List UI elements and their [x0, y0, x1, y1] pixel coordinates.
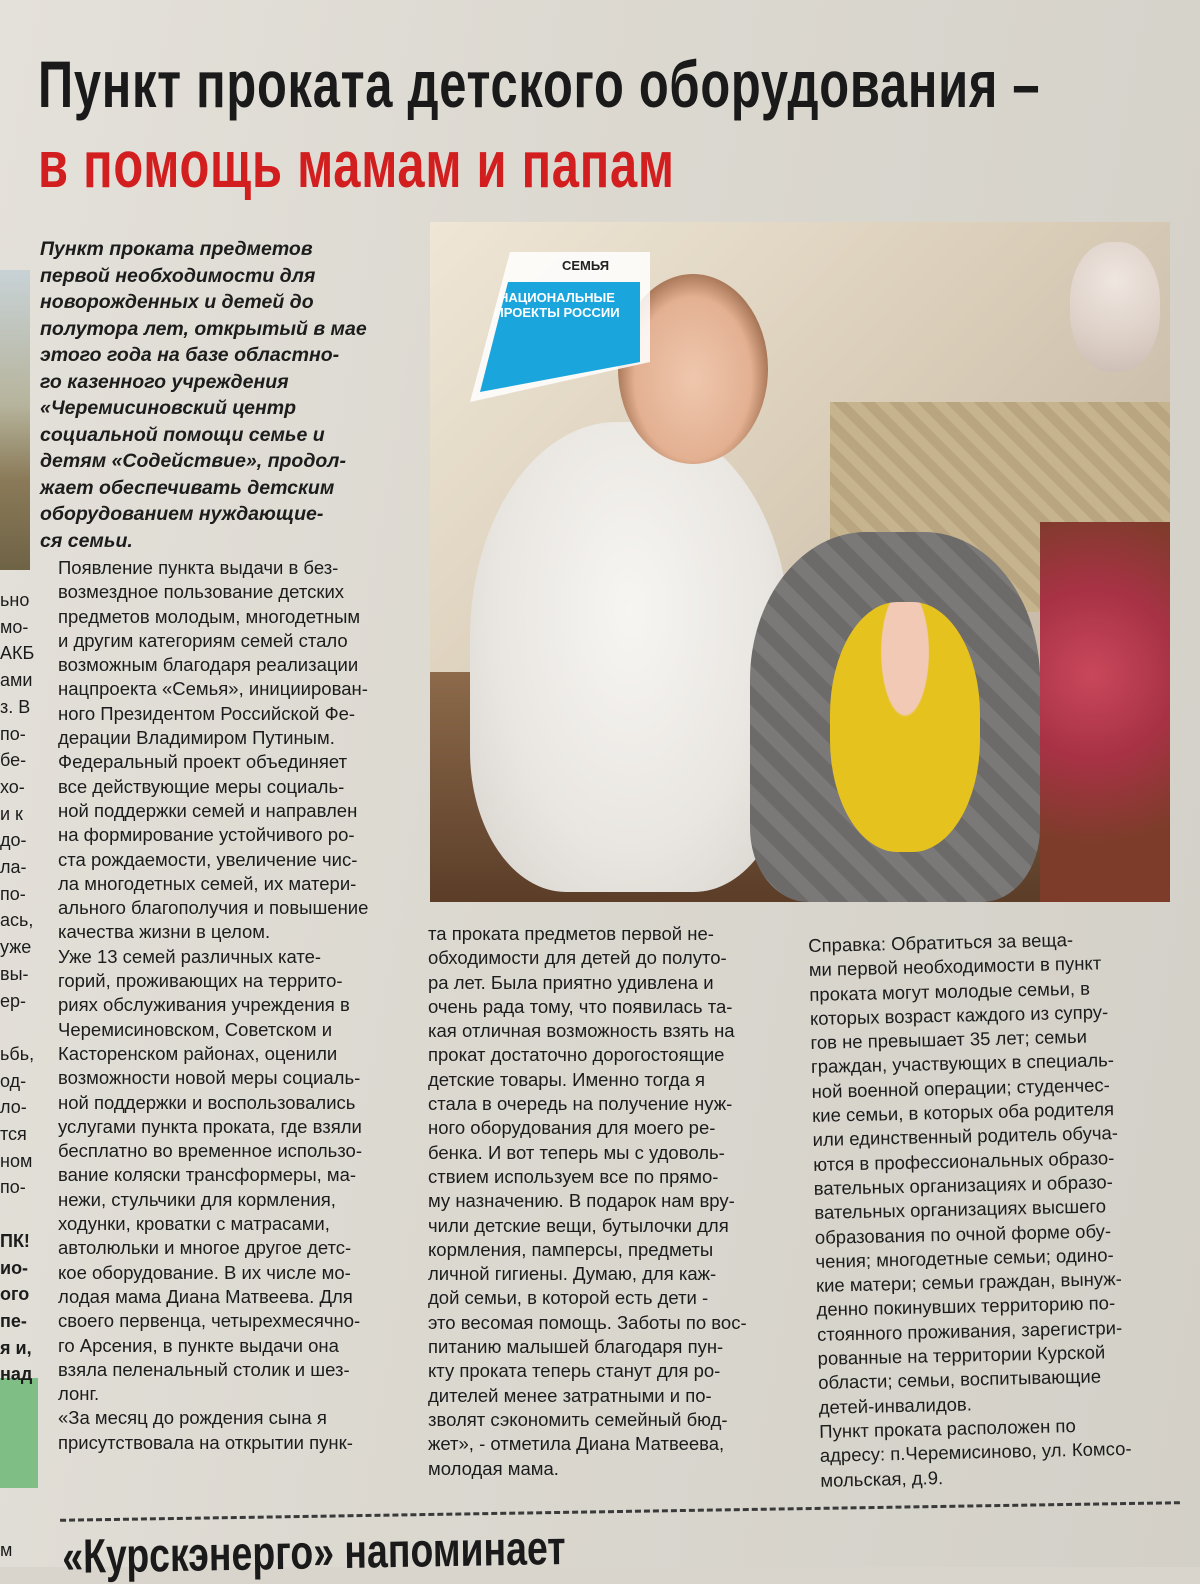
text-line: ной поддержки и воспользовались [58, 1091, 356, 1113]
text-line: жет», - отметила Диана Матвеева, [428, 1433, 725, 1455]
left-text-fragment: по- [0, 1177, 26, 1198]
text-line: ются в профессиональных образо- [812, 1146, 1115, 1175]
lead-line: социальной помощи семье и [40, 423, 325, 446]
text-line: ходунки, кроватки с матрасами, [58, 1213, 330, 1235]
text-line: кое оборудование. В их числе мо- [58, 1261, 351, 1283]
text-line: ста рождаемости, увеличение чис- [58, 848, 358, 870]
text-line: присутствовала на открытии пунк- [58, 1431, 353, 1453]
left-text-fragment: ер- [0, 990, 27, 1011]
text-line: Уже 13 семей различных кате- [58, 945, 322, 967]
text-line: взяла пеленальный столик и шез- [58, 1358, 350, 1380]
text-line: возможности новой меры социаль- [58, 1067, 361, 1089]
text-line: качества жизни в целом. [58, 921, 271, 943]
text-line: вательных организациях высшего [814, 1195, 1107, 1224]
text-line: вание коляски трансформеры, ма- [58, 1164, 357, 1186]
text-line: очень рада тому, что появилась та- [428, 995, 733, 1017]
text-line: ального благополучия и повышение [58, 897, 369, 919]
text-line: проката могут молодые семьи, в [809, 977, 1091, 1005]
text-line: та проката предметов первой не- [428, 923, 714, 944]
section-divider [60, 1501, 1180, 1522]
text-line: горий, проживающих на террито- [58, 970, 343, 992]
left-text-fragment: од- [0, 1070, 27, 1091]
left-text-fragment: ьбь, [0, 1043, 35, 1064]
text-line: области; семьи, воспитывающие [817, 1365, 1102, 1394]
text-line: прокат достаточно дорогостоящие [428, 1044, 725, 1066]
text-line: кая отличная возможность взять на [428, 1020, 735, 1042]
text-line: ра лет. Была приятно удивлена и [428, 971, 714, 993]
left-text-fragment: мо- [0, 616, 29, 637]
left-bottom-fragment: м [0, 1540, 13, 1560]
left-text-fragment: над [0, 1364, 33, 1385]
text-line: граждан, участвующих в специаль- [810, 1049, 1115, 1078]
lead-line: «Черемисиновский центр [40, 397, 297, 419]
text-line: на формирование устойчивого ро- [58, 824, 355, 846]
text-line: услугами пункта проката, где взяли [58, 1115, 362, 1137]
text-line: предметов молодым, многодетным [58, 605, 361, 627]
text-line: денно покинувших территорию по- [816, 1292, 1116, 1321]
article-column-2 [428, 922, 786, 1481]
left-text-fragment: ном [0, 1150, 33, 1171]
text-line: все действующие меры социаль- [58, 775, 345, 797]
left-text-fragment: ио- [0, 1257, 29, 1278]
left-text-fragment: ла- [0, 857, 27, 877]
left-text-fragment: ась, [0, 910, 34, 931]
text-line: стала в очередь на получение нуж- [428, 1093, 733, 1115]
text-line: адресу: п.Черемисиново, ул. Комсо- [819, 1438, 1132, 1467]
left-text-fragment: пе- [0, 1310, 27, 1331]
lead-paragraph [40, 236, 410, 554]
text-line: го Арсения, в пункте выдачи она [58, 1334, 339, 1356]
text-line: ми первой необходимости в пункт [808, 952, 1102, 981]
text-line: риях обслуживания учреждения в [58, 994, 350, 1016]
text-line: или единственный родитель обуча- [812, 1122, 1119, 1151]
headline-line2: в помощь мамам и папам [38, 127, 675, 201]
left-text-fragment: по- [0, 723, 26, 744]
lead-line: жает обеспечивать детским [40, 476, 335, 499]
text-line: кормления, памперсы, предметы [428, 1238, 714, 1260]
text-line: Пункт проката расположен по [819, 1414, 1076, 1442]
left-text-fragment: ПК! [0, 1230, 30, 1251]
left-text-fragment: вы- [0, 963, 29, 984]
text-line: личной гигиены. Думаю, для каж- [428, 1263, 717, 1285]
text-line: молодая мама. [428, 1457, 559, 1479]
text-line: автолюльки и многое другое детс- [58, 1237, 352, 1259]
text-line: бенка. И вот теперь мы с удоволь- [428, 1141, 725, 1163]
left-text-fragment: и к [0, 803, 23, 824]
left-neighbour-column [0, 0, 38, 1567]
text-line: это весомая помощь. Заботы по вос- [428, 1311, 747, 1333]
text-line: которых возраст каждого из супру- [809, 1001, 1109, 1029]
text-line: ного оборудования для моего ре- [428, 1117, 716, 1139]
text-line: чения; многодетные семьи; одино- [815, 1244, 1114, 1272]
text-line: чили детские вещи, бутылочки для [428, 1214, 729, 1236]
lead-line: го казенного учреждения [40, 370, 289, 393]
text-line: бесплатно во временное использо- [58, 1140, 362, 1162]
text-line: и другим категориям семей стало [58, 629, 348, 651]
text-line: кие семьи, в которых оба родителя [811, 1098, 1115, 1127]
text-line: питанию малышей благодаря пун- [428, 1336, 724, 1358]
lead-line: детям «Содействие», продол- [40, 450, 346, 472]
photo-woman [470, 422, 790, 892]
text-line: мольская, д.9. [820, 1466, 944, 1491]
lead-line: ся семьи. [40, 529, 133, 552]
left-text-fragment: хо- [0, 776, 25, 797]
text-line: обходимости для детей до полуто- [428, 947, 727, 969]
text-line: гов не превышает 35 лет; семьи [810, 1025, 1088, 1054]
text-line: Касторенском районах, оценили [58, 1042, 338, 1064]
photo-armchair [1040, 522, 1170, 902]
left-text-fragment: ло- [0, 1097, 27, 1118]
left-text-fragment: ами [0, 670, 33, 691]
text-line: кие матери; семьи граждан, вынуж- [815, 1268, 1123, 1297]
left-text-fragment: по- [0, 883, 26, 904]
text-line: дой семьи, в которой есть дети - [428, 1287, 709, 1309]
text-line: нацпроекта «Семья», инициирован- [58, 678, 368, 700]
text-line: му назначению. В подарок нам вру- [428, 1190, 735, 1212]
headline-line1: Пункт проката детского оборудования – [38, 47, 1041, 121]
text-line: дерации Владимиром Путиным. [58, 727, 335, 749]
left-text-fragment: ого [0, 1284, 30, 1305]
text-line: ной поддержки семей и направлен [58, 799, 358, 821]
text-line: Справка: Обратиться за веща- [808, 928, 1074, 956]
lead-line: этого года на базе областно- [40, 344, 340, 366]
text-line: детские товары. Именно тогда я [428, 1068, 706, 1090]
national-projects-logo-icon [450, 242, 650, 412]
left-text-fragment: тся [0, 1124, 27, 1144]
logo-national-projects-text: НАЦИОНАЛЬНЫЕ ПРОЕКТЫ РОССИИ [494, 290, 620, 320]
text-line: «За месяц до рождения сына я [58, 1407, 327, 1429]
text-line: образования по очной форме обу- [814, 1219, 1112, 1248]
text-line: возможным благодаря реализации [58, 654, 359, 676]
left-text-fragment: уже [0, 937, 32, 958]
text-line: нежи, стульчики для кормления, [58, 1188, 336, 1210]
article-column-1 [58, 556, 408, 1455]
text-line: детей-инвалидов. [818, 1393, 973, 1418]
text-line: Черемисиновском, Советском и [58, 1018, 333, 1040]
teddy-bear-icon [1070, 242, 1160, 372]
article-photo [430, 222, 1170, 902]
text-line: Федеральный проект объединяет [58, 751, 348, 773]
left-text-fragment: я и, [0, 1337, 32, 1358]
left-text-fragment: ьно [0, 590, 30, 610]
text-line: ной военной операции; студенчес- [811, 1073, 1111, 1102]
left-photo-fragment [0, 270, 30, 570]
text-line: лонг. [58, 1383, 100, 1405]
text-line: кту проката теперь станут для ро- [428, 1360, 721, 1382]
text-line: дителей менее затратными и по- [428, 1384, 712, 1406]
left-text-fragment: АКБ [0, 643, 35, 664]
text-line: Появление пункта выдачи в без- [58, 557, 339, 578]
text-line: возмездное пользование детских [58, 581, 345, 603]
lead-line: полутора лет, открытый в мае [40, 317, 367, 340]
text-line: вательных организациях и образо- [813, 1171, 1114, 1199]
text-line: стоянного проживания, зарегистри- [816, 1316, 1123, 1345]
text-line: ствием используем все по прямо- [428, 1165, 719, 1187]
left-text-fragment: з. В [0, 696, 31, 717]
lead-line: новорожденных и детей до [40, 291, 314, 313]
left-green-block [0, 1378, 38, 1488]
text-line: рованные на территории Курской [817, 1341, 1106, 1369]
text-line: лодая мама Диана Матвеева. Для [58, 1285, 353, 1307]
text-line: своего первенца, четырехмесячно- [58, 1310, 361, 1332]
lead-line: Пункт проката предметов [40, 238, 313, 260]
text-line: зволят сэкономить семейный бюд- [428, 1408, 728, 1430]
lead-line: первой необходимости для [40, 264, 316, 287]
left-text-fragment: бе- [0, 750, 27, 771]
lead-line: оборудованием нуждающие- [40, 503, 324, 525]
photo-baby [830, 602, 980, 852]
left-text-fragment: до- [0, 830, 27, 851]
text-line: ного Президентом Российской Фе- [58, 702, 356, 724]
text-line: ла многодетных семей, их матери- [58, 872, 357, 894]
next-article-headline: «Курскэнерго» напоминает [61, 1521, 566, 1584]
reference-column [808, 926, 1181, 1493]
logo-family-label: СЕМЬЯ [562, 258, 610, 273]
